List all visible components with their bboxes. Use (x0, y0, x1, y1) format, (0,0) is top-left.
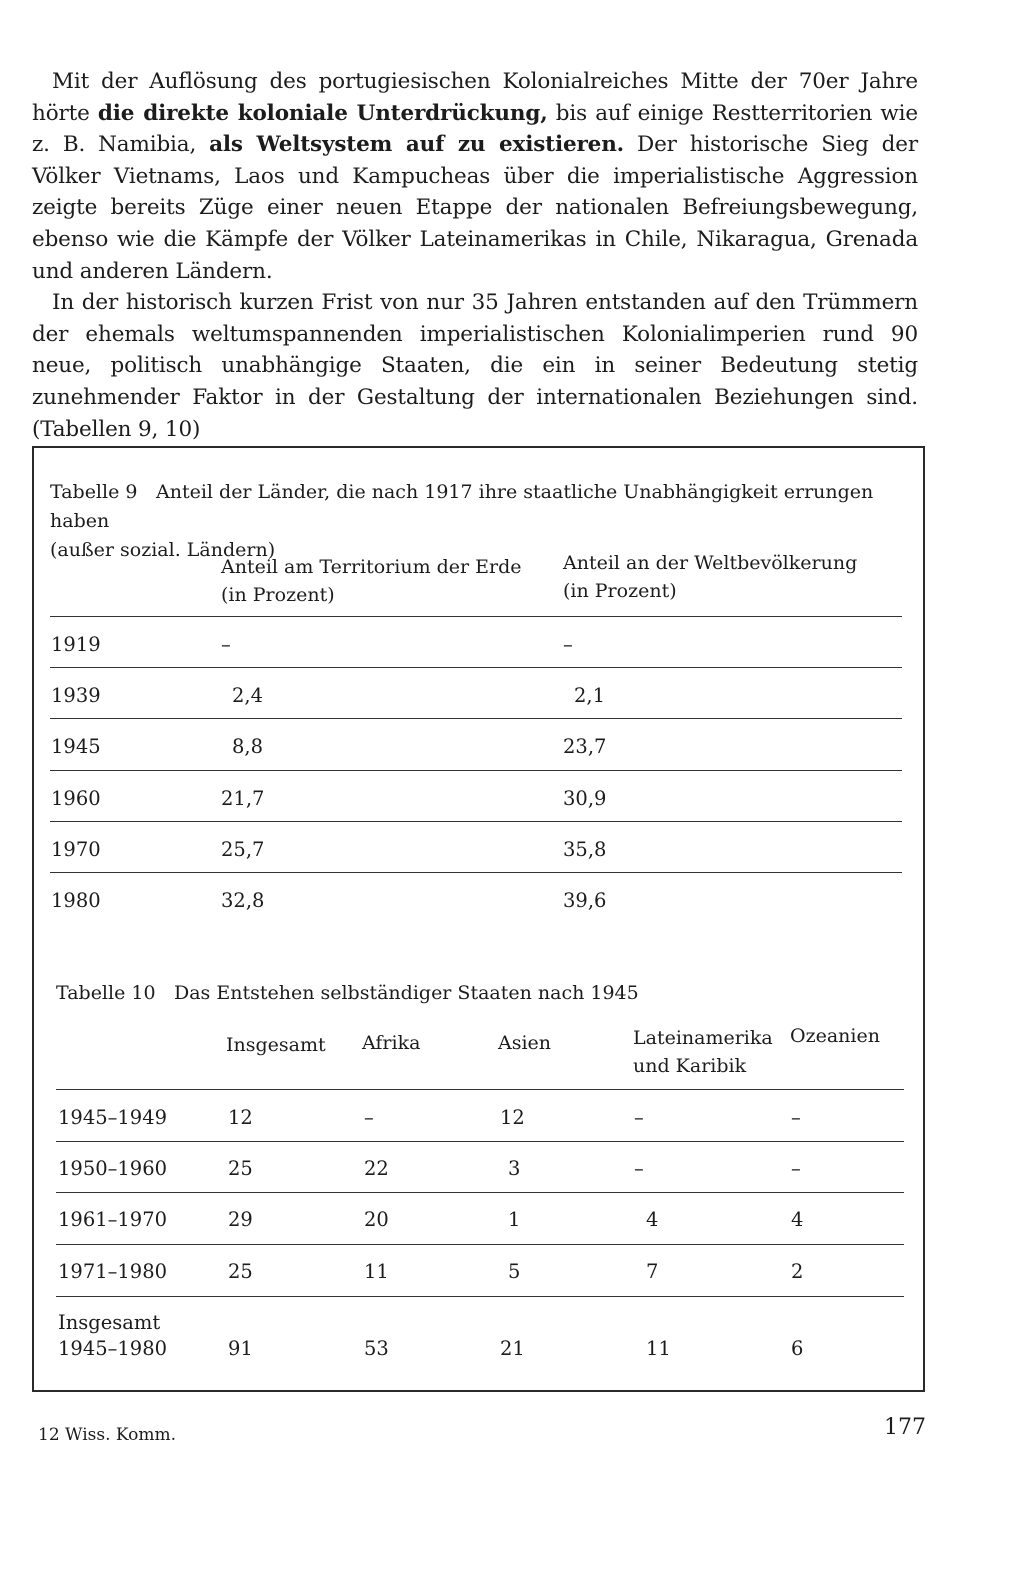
table9-year: 1919 (51, 633, 101, 656)
table10-period: 1971–1980 (58, 1260, 168, 1283)
table9-row-rule (50, 770, 902, 771)
table9-header-territory: Anteil am Territorium der Erde (in Prozent) (221, 556, 522, 606)
table10-value: 11 (646, 1337, 671, 1360)
table10-value: – (791, 1106, 801, 1129)
table9-year: 1970 (51, 837, 101, 861)
table10-value: 29 (228, 1208, 253, 1231)
table10-period: 1950–1960 (58, 1157, 168, 1180)
table10-column-header: Insgesamt (226, 1034, 326, 1056)
table10-value: – (634, 1157, 644, 1180)
table9-population-value: 39,6 (563, 889, 607, 912)
table10-row-rule (56, 1192, 904, 1193)
table9-territory-value: 32,8 (221, 889, 265, 912)
table10-value: 4 (646, 1208, 659, 1231)
table9-territory-value: 21,7 (221, 786, 265, 810)
table10-value: 25 (228, 1260, 253, 1283)
table10-caption (56, 979, 639, 1008)
table10-value: 2 (791, 1260, 804, 1283)
table10-value: 22 (364, 1157, 389, 1180)
table10-value: – (791, 1157, 801, 1180)
text-run: In der historisch kurzen Frist von nur 35 Jahren entstanden auf den Trümmern der ehemals weltumspannenden imperialistischen Kolonialimperien rund 90 neue, politisch unabhängige Staaten, die ein in seiner Bedeutung stetig zunehmender Faktor in der Gestaltung der internationalen Beziehungen sind. (Tabellen 9, 10) (32, 290, 918, 442)
table10-title: Das Entstehen selbständiger Staaten nach 1945 (174, 982, 639, 1004)
table10-value: 7 (646, 1260, 659, 1283)
text-run: Der historische Sieg der Völker Vietnams, Laos und Kampucheas über die imperialistische Aggression zeigte bereits Züge einer neuen Etappe der nationalen Befreiungsbewegung, ebenso wie die Kämpfe der Völker Lateinamerikas in Chile, Nikaragua, Grenada und anderen Ländern. (32, 132, 918, 284)
table9-population-value: 23,7 (563, 735, 607, 759)
table9-population-value: – (563, 633, 573, 656)
table10-column-header: Ozeanien (790, 1025, 880, 1047)
table9-territory-value: 2,4 (232, 684, 264, 708)
table9-territory-value: – (221, 633, 231, 656)
table10-value: 3 (508, 1157, 521, 1180)
table10-row-rule (56, 1244, 904, 1245)
table9-row-rule (50, 667, 902, 668)
table10-value: 20 (364, 1208, 389, 1231)
table9-year: 1980 (51, 889, 101, 912)
table10-column-header: Lateinamerika und Karibik (633, 1027, 773, 1077)
table10-value: 1 (508, 1208, 521, 1231)
table9-year: 1939 (51, 684, 101, 708)
emphasized-text: als Weltsystem auf zu existieren. (209, 132, 625, 158)
table9-header-rule (50, 616, 902, 617)
table10-value: 12 (500, 1106, 525, 1129)
paragraph (32, 66, 918, 287)
table9-territory-value: 8,8 (232, 735, 264, 759)
table9-label: Tabelle 9 (50, 481, 138, 503)
table10-value: – (634, 1106, 644, 1129)
table9-population-value: 35,8 (563, 837, 607, 861)
table10-period: Insgesamt 1945–1980 (58, 1311, 168, 1360)
table10-value: – (364, 1106, 374, 1129)
table10-value: 21 (500, 1337, 525, 1360)
table10-header-rule (56, 1089, 904, 1090)
table10-label: Tabelle 10 (56, 982, 156, 1004)
table10-value: 12 (228, 1106, 253, 1129)
table10-value: 91 (228, 1337, 253, 1360)
table10-value: 6 (791, 1337, 804, 1360)
table9-population-value: 30,9 (563, 786, 607, 810)
table9-territory-value: 25,7 (221, 837, 265, 861)
table10-column-header: Asien (498, 1032, 552, 1054)
text-run: bis auf einige Restterritorien wie z. B. Namibia, (32, 100, 918, 158)
table10-value: 53 (364, 1337, 389, 1360)
page-number: 177 (884, 1415, 926, 1440)
table9-year: 1960 (51, 786, 101, 810)
table9-header-population: Anteil an der Weltbevölkerung (in Prozent) (563, 552, 858, 602)
printer-signature: 12 Wiss. Komm. (38, 1425, 177, 1445)
paragraph (32, 287, 918, 445)
body-text (32, 66, 918, 445)
table9-title-line2: (außer sozial. Ländern) (50, 539, 276, 561)
table9-title-line1: Anteil der Länder, die nach 1917 ihre staatliche Unabhängigkeit errungen haben (50, 481, 874, 532)
table10-column-header: Afrika (362, 1032, 421, 1054)
table9-row-rule (50, 821, 902, 822)
table9-row-rule (50, 718, 902, 719)
table10-period: 1961–1970 (58, 1208, 168, 1231)
table10-period: 1945–1949 (58, 1106, 168, 1129)
table10-row-rule (56, 1296, 904, 1297)
table10-value: 25 (228, 1157, 253, 1180)
table10-value: 4 (791, 1208, 804, 1231)
text-run: Mit der Auflösung des portugiesischen Kolonialreiches Mitte der 70er Jahre hörte (32, 69, 918, 126)
table9-row-rule (50, 872, 902, 873)
emphasized-text: die direkte koloniale Unterdrückung, (97, 100, 548, 126)
table9-population-value: 2,1 (574, 684, 606, 708)
table10-row-rule (56, 1141, 904, 1142)
table9-year: 1945 (51, 735, 101, 759)
table10-value: 11 (364, 1260, 389, 1283)
table10-value: 5 (508, 1260, 521, 1283)
